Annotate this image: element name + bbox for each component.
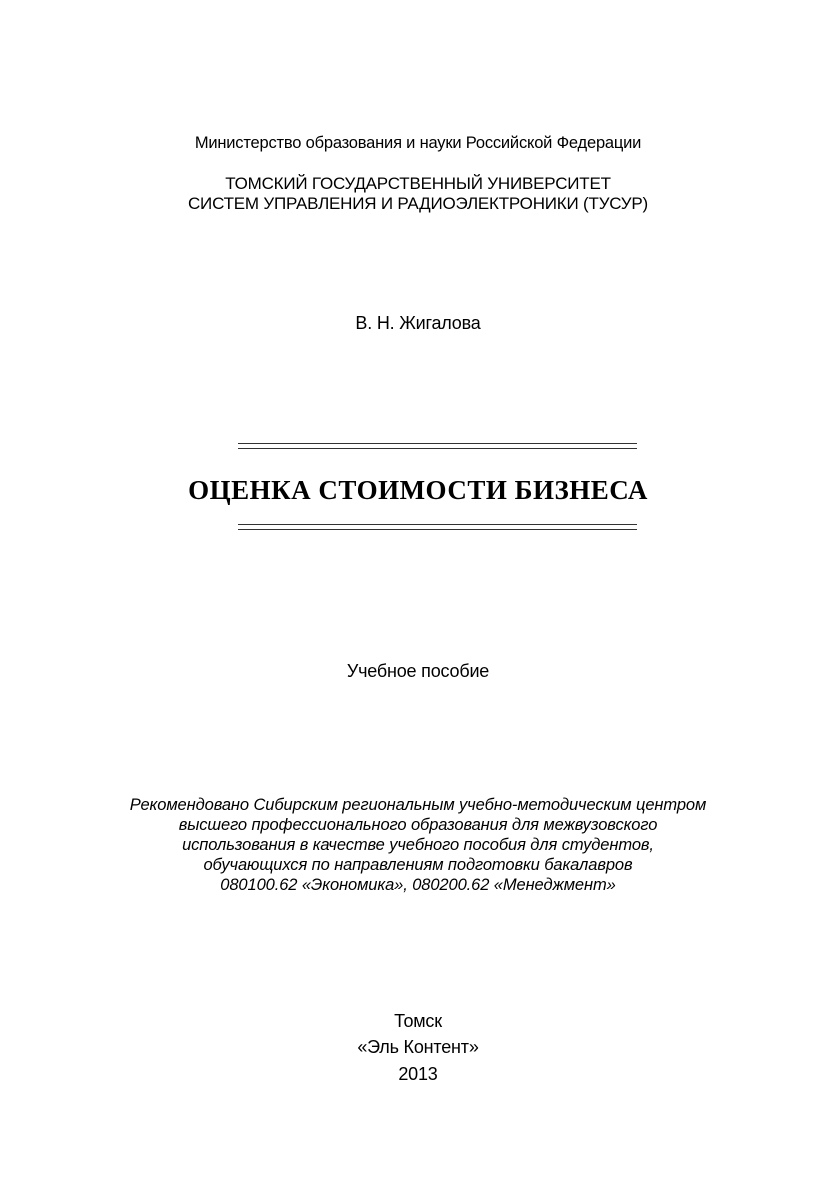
- recommendation-line: высшего профессионального образования для межвузовского: [178, 816, 658, 834]
- recommendation-line: использования в качестве учебного пособия для студентов,: [182, 836, 654, 854]
- university-name-line-2: СИСТЕМ УПРАВЛЕНИЯ И РАДИОЭЛЕКТРОНИКИ (ТУСУР): [187, 194, 649, 213]
- university-name-line-1: ТОМСКИЙ ГОСУДАРСТВЕННЫЙ УНИВЕРСИТЕТ: [225, 174, 611, 193]
- title-rule-bottom: [238, 524, 637, 530]
- imprint-year: 2013: [398, 1064, 438, 1084]
- imprint-city: Томск: [394, 1011, 442, 1031]
- book-subtitle: Учебное пособие: [346, 661, 490, 681]
- recommendation-line: 080100.62 «Экономика», 080200.62 «Менеджмент»: [220, 876, 616, 894]
- ministry-line: Министерство образования и науки Российской Федерации: [194, 134, 642, 152]
- recommendation-line: обучающихся по направлениям подготовки бакалавров: [203, 856, 633, 874]
- recommendation-line: Рекомендовано Сибирским региональным учебно-методическим центром: [129, 796, 707, 814]
- author-name: В. Н. Жигалова: [355, 313, 481, 333]
- title-rule-top: [238, 443, 637, 449]
- book-title: ОЦЕНКА СТОИМОСТИ БИЗНЕСА: [188, 475, 648, 505]
- imprint-publisher: «Эль Контент»: [357, 1037, 479, 1057]
